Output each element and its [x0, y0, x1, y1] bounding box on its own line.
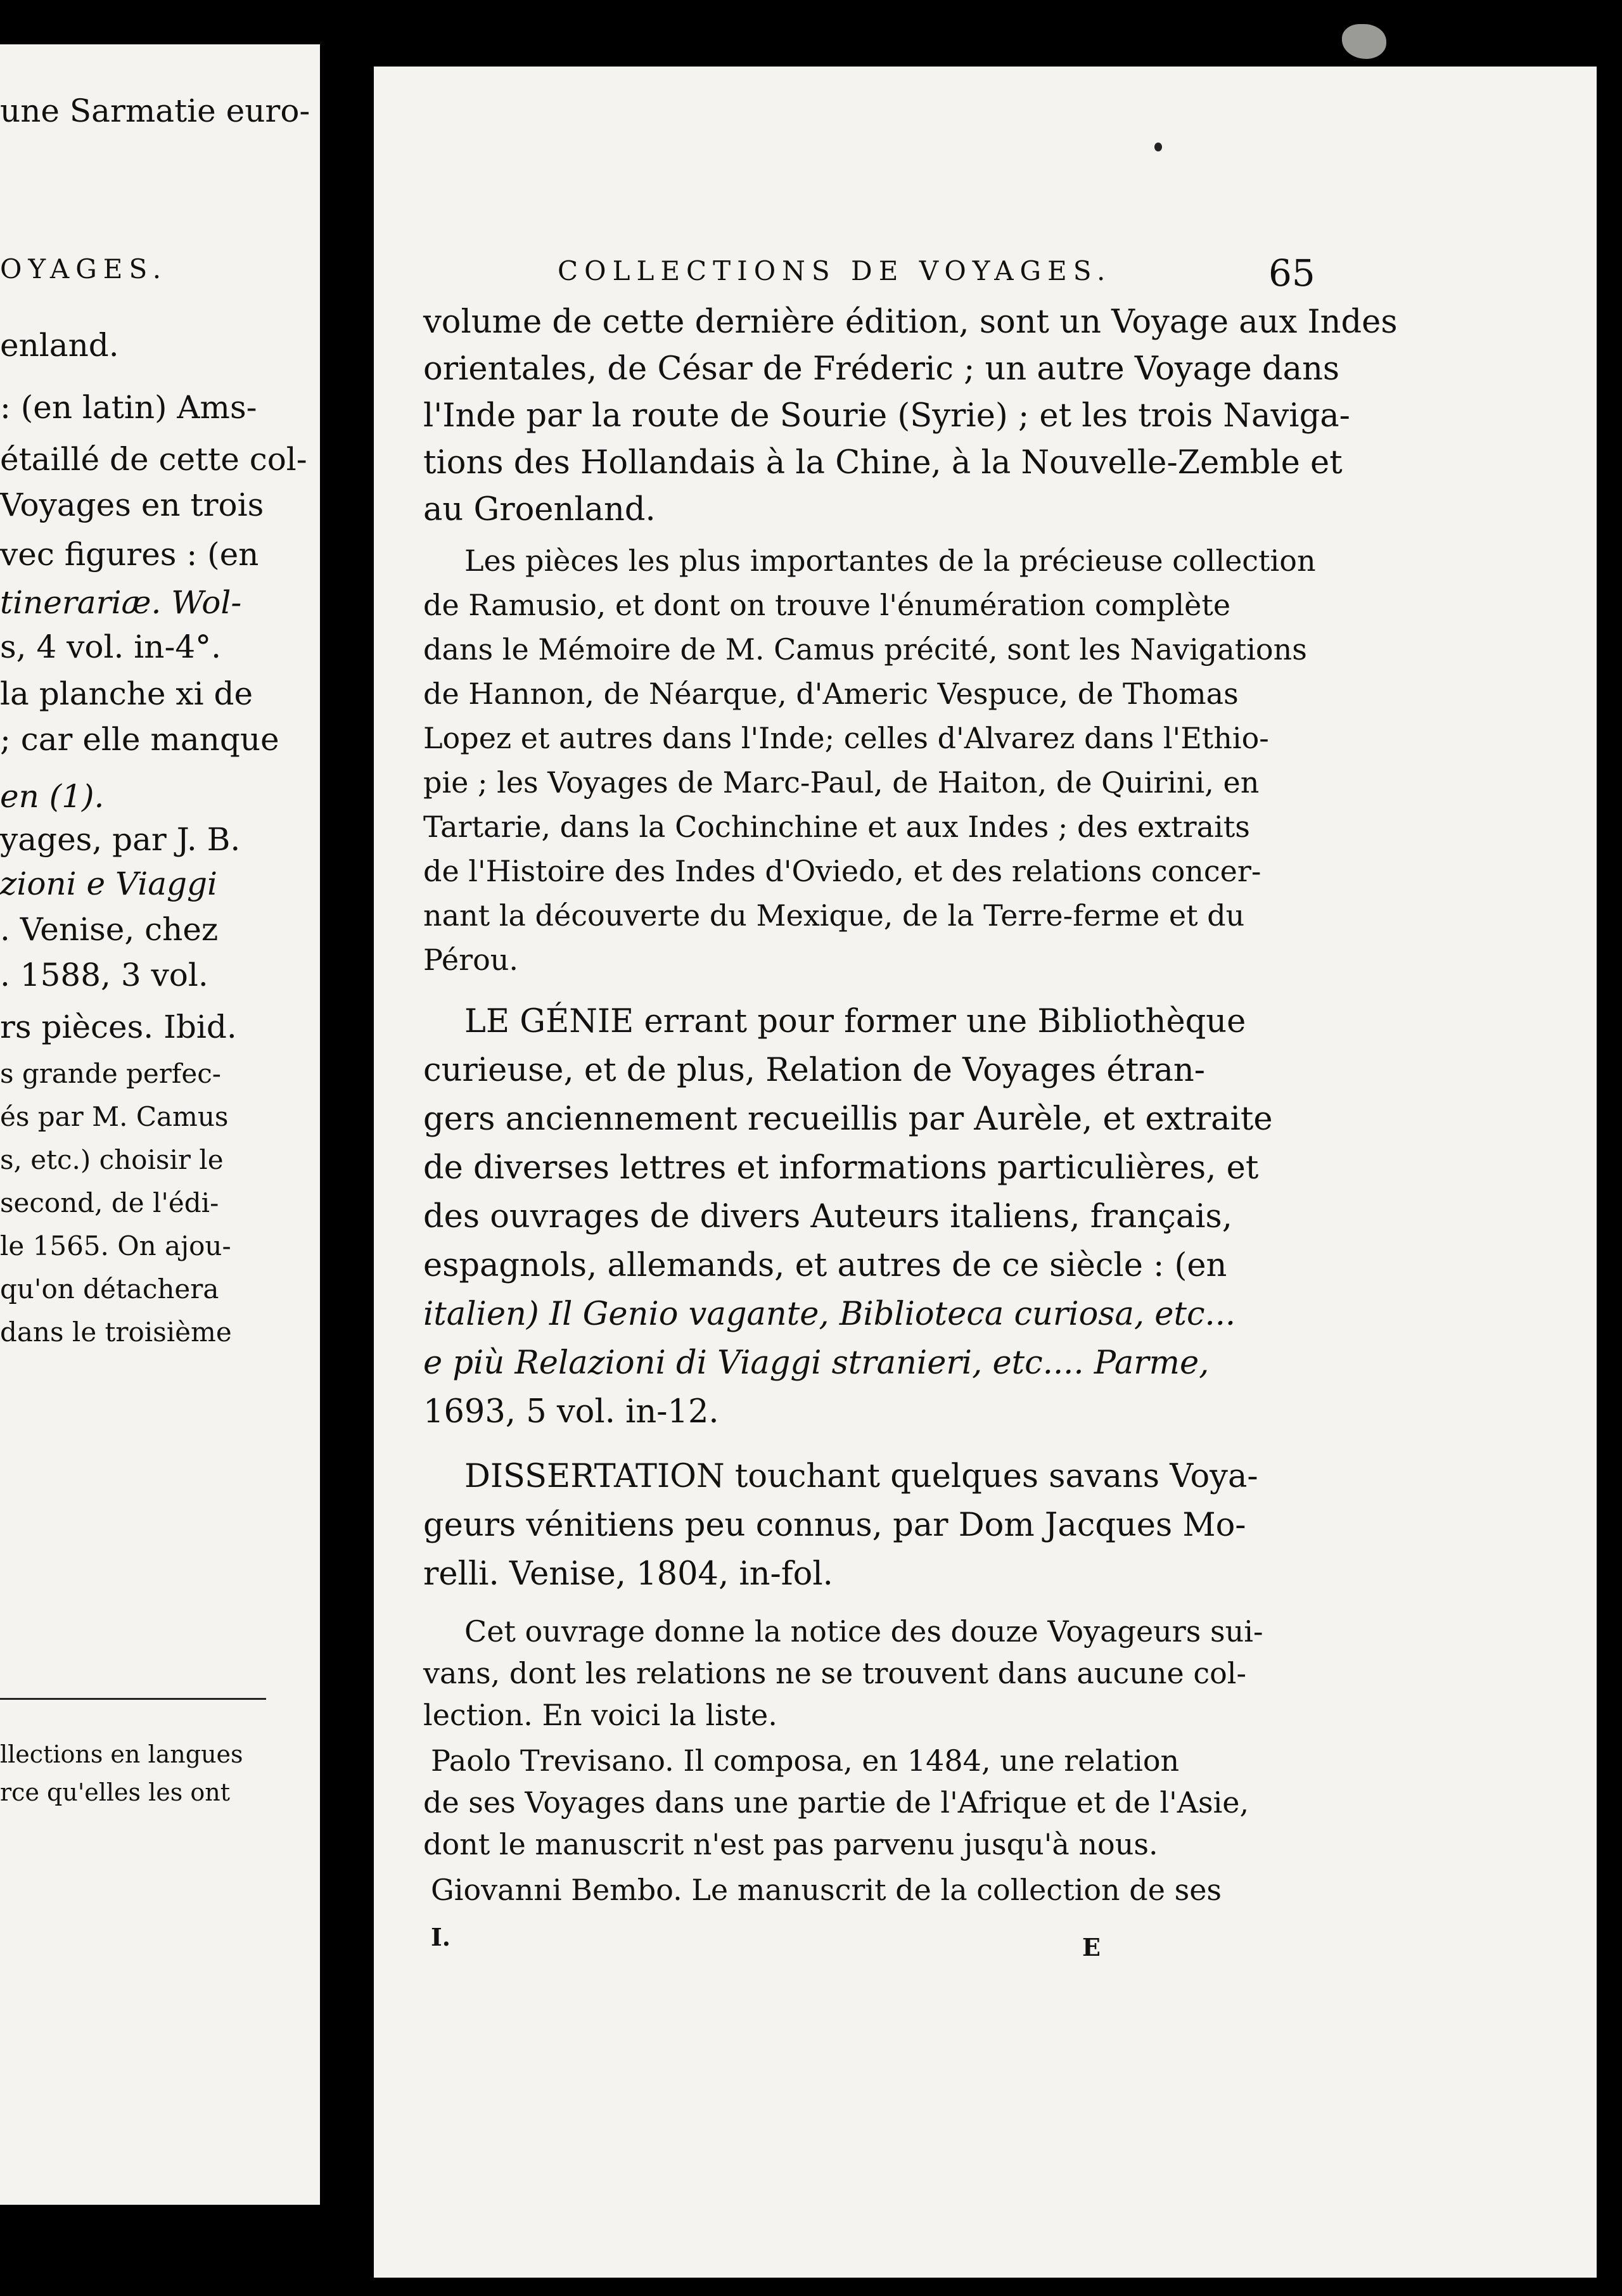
left-text-line: . Venise, chez	[0, 911, 219, 948]
left-text-line: zioni e Viaggi	[0, 865, 218, 902]
left-text-line: s, 4 vol. in-4°.	[0, 628, 222, 665]
text-line: volume de cette dernière édition, sont un Voyage aux Indes	[423, 303, 1398, 341]
text-line: de Ramusio, et dont on trouve l'énumération complète	[423, 588, 1231, 622]
left-text-line: és par M. Camus	[0, 1101, 229, 1132]
text-line: relli. Venise, 1804, in-fol.	[423, 1555, 833, 1593]
left-text-line: vec figures : (en	[0, 536, 259, 573]
left-text-line: qu'on détachera	[0, 1273, 219, 1304]
signature-letter: E	[1082, 1933, 1101, 1961]
text-line: e più Relazioni di Viaggi stranieri, etc.... Parme,	[423, 1344, 1210, 1382]
left-text-line: une Sarmatie euro-	[0, 92, 310, 129]
text-line: de l'Histoire des Indes d'Oviedo, et des relations concer-	[423, 854, 1261, 888]
running-head: COLLECTIONS DE VOYAGES.	[558, 255, 1112, 286]
left-text-line: le 1565. On ajou-	[0, 1230, 231, 1261]
text-line: des ouvrages de divers Auteurs italiens, français,	[423, 1198, 1232, 1235]
text-line: Les pièces les plus importantes de la précieuse collection	[464, 544, 1316, 578]
footnote-rule	[0, 1698, 266, 1700]
text-line: nant la découverte du Mexique, de la Terre-ferme et du	[423, 898, 1245, 933]
text-line: dans le Mémoire de M. Camus précité, sont les Navigations	[423, 632, 1307, 666]
corner-smudge	[1342, 24, 1386, 59]
text-line: Giovanni Bembo. Le manuscrit de la collection de ses	[431, 1873, 1222, 1907]
text-line: Tartarie, dans la Cochinchine et aux Indes ; des extraits	[423, 810, 1250, 844]
text-line: espagnols, allemands, et autres de ce siècle : (en	[423, 1247, 1227, 1284]
left-text-line: s, etc.) choisir le	[0, 1144, 224, 1175]
entry-heading-line: LE GÉNIE errant pour former une Bibliothèque	[464, 1003, 1246, 1040]
left-text-line: rs pièces. Ibid.	[0, 1009, 237, 1045]
text-line: italien) Il Genio vagante, Biblioteca curiosa, etc...	[423, 1296, 1236, 1333]
text-line: au Groenland.	[423, 491, 656, 528]
left-text-line: yages, par J. B.	[0, 821, 241, 858]
left-text-line: dans le troisième	[0, 1317, 232, 1348]
page-number: 65	[1268, 252, 1315, 295]
text-line: l'Inde par la route de Sourie (Syrie) ; et les trois Naviga-	[423, 397, 1350, 435]
text-line: orientales, de César de Fréderic ; un autre Voyage dans	[423, 350, 1340, 388]
text-line: de diverses lettres et informations particulières, et	[423, 1149, 1259, 1187]
text-line: curieuse, et de plus, Relation de Voyages étran-	[423, 1052, 1205, 1089]
left-text-line: ; car elle manque	[0, 721, 279, 758]
text-line: Paolo Trevisano. Il composa, en 1484, une relation	[431, 1744, 1180, 1778]
text-line: dont le manuscrit n'est pas parvenu jusqu'à nous.	[423, 1827, 1158, 1861]
left-text-line: Voyages en trois	[0, 487, 264, 523]
text-line: Pérou.	[423, 943, 519, 977]
signature-number: I.	[431, 1923, 451, 1951]
text-line: gers anciennement recueillis par Aurèle, et extraite	[423, 1100, 1273, 1138]
left-text-line: la planche xi de	[0, 675, 253, 712]
left-page-fragment	[0, 44, 320, 2205]
entry-heading-line: DISSERTATION touchant quelques savans Voya-	[464, 1458, 1258, 1495]
text-line: de Hannon, de Néarque, d'Americ Vespuce, de Thomas	[423, 677, 1239, 711]
text-line: Lopez et autres dans l'Inde; celles d'Alvarez dans l'Ethio-	[423, 721, 1269, 755]
ink-speck	[1154, 143, 1162, 151]
footnote-line: rce qu'elles les ont	[0, 1778, 230, 1806]
text-line: Cet ouvrage donne la notice des douze Voyageurs sui-	[464, 1614, 1263, 1649]
left-text-line: . 1588, 3 vol.	[0, 957, 208, 993]
text-line: 1693, 5 vol. in-12.	[423, 1393, 719, 1431]
left-text-line: enland.	[0, 327, 119, 364]
left-text-line: en (1).	[0, 778, 105, 815]
left-text-line: second, de l'édi-	[0, 1187, 219, 1218]
text-line: de ses Voyages dans une partie de l'Afrique et de l'Asie,	[423, 1785, 1249, 1820]
text-line: pie ; les Voyages de Marc-Paul, de Haiton, de Quirini, en	[423, 765, 1260, 800]
left-text-line: : (en latin) Ams-	[0, 389, 257, 426]
text-line: tions des Hollandais à la Chine, à la Nouvelle-Zemble et	[423, 444, 1343, 482]
left-text-line: tinerariæ. Wol-	[0, 584, 242, 621]
text-line: vans, dont les relations ne se trouvent dans aucune col-	[423, 1656, 1247, 1690]
text-line: lection. En voici la liste.	[423, 1698, 777, 1732]
text-line: geurs vénitiens peu connus, par Dom Jacques Mo-	[423, 1507, 1246, 1544]
right-page	[374, 67, 1597, 2278]
left-running-head: OYAGES.	[0, 253, 168, 284]
left-text-line: s grande perfec-	[0, 1058, 221, 1089]
footnote-line: llections en langues	[0, 1740, 243, 1768]
left-text-line: étaillé de cette col-	[0, 441, 307, 478]
